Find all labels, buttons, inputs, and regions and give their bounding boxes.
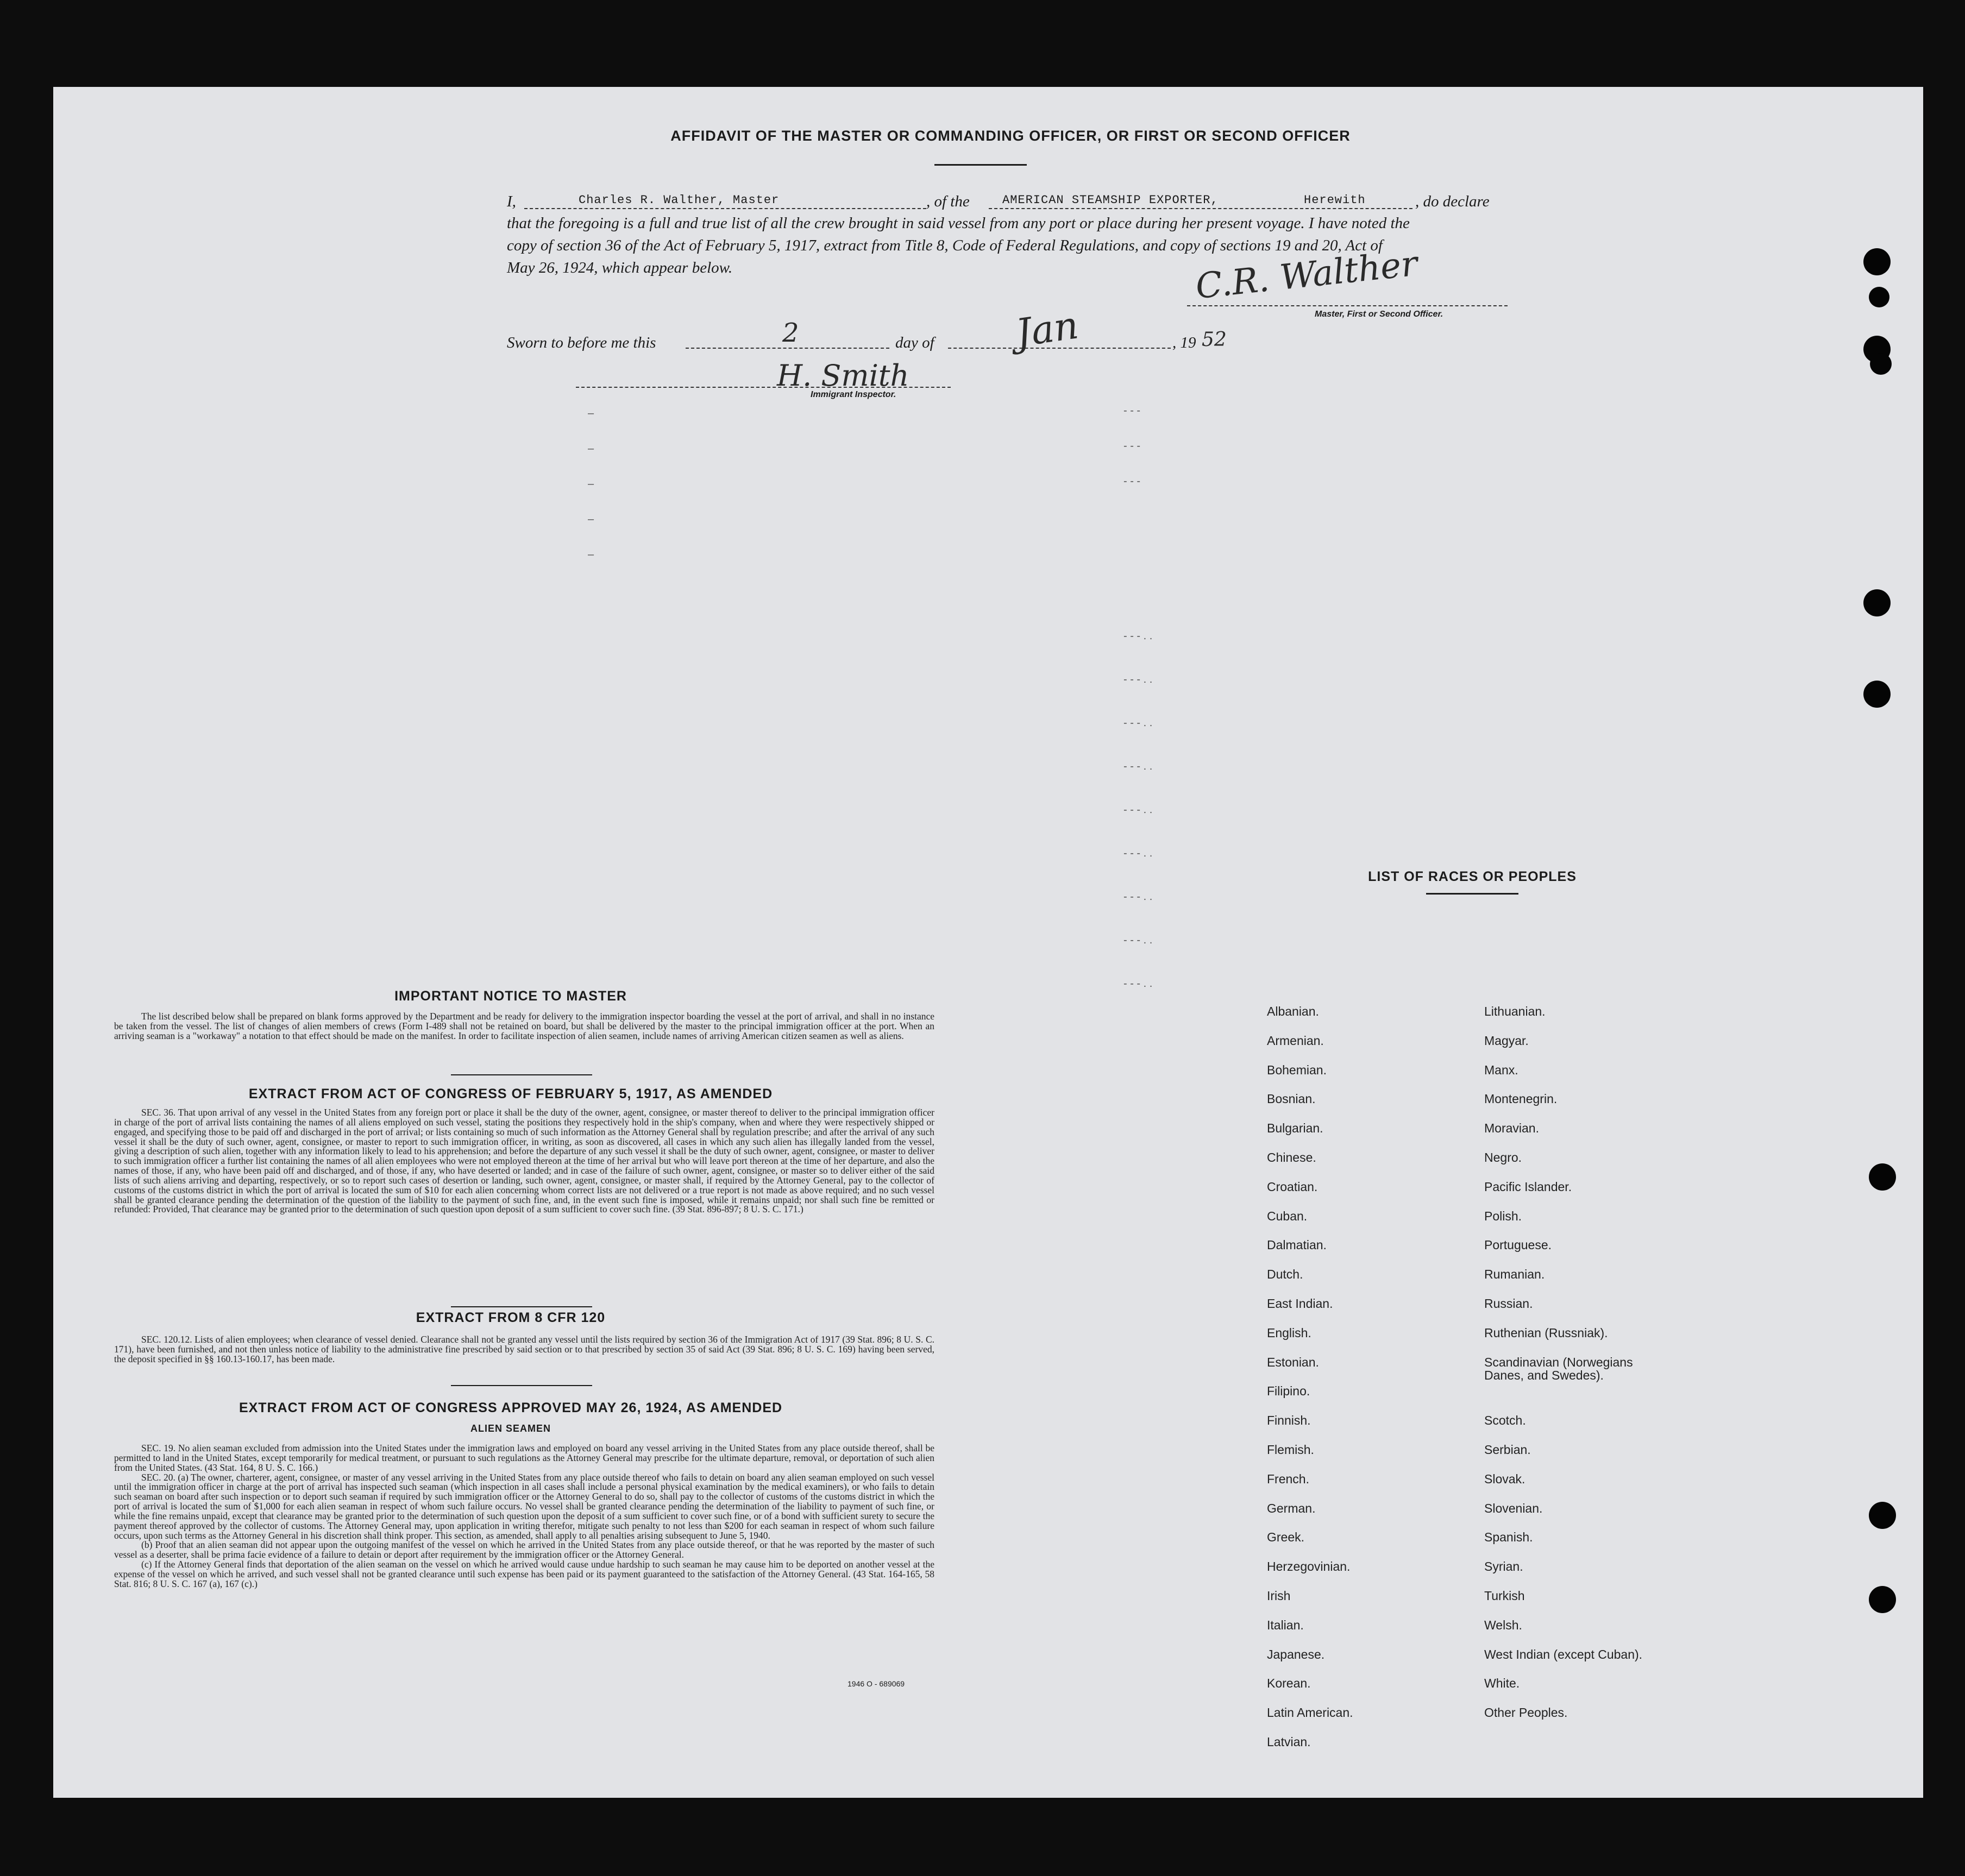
herewith-text: Herewith bbox=[1304, 193, 1366, 207]
sec20a-paragraph: SEC. 20. (a) The owner, charterer, agent, consignee, or master of any vessel arriving in the United States from any place outside thereof who fails to detain on board any alien seaman employed on such vessel until the immigration officer in charge at the port of arrival has inspected such seaman (which inspection in all cases shall include a personal physical examination by the medical examiners), or who fails to detain such seaman on board after such inspection or to deport such seaman if required by such immigration officer or the Attorney General to do so, shall pay to the collector of customs of the customs district in which the port of arrival is located the sum of $1,000 for each alien seaman in respect of whom such failure occurs. No vessel shall be granted clearance pending the determination of the liability to payment of such fine, or while the fine remains unpaid, except that clearance may be granted prior to the determination of such question upon the deposit of a sum sufficient to cover such fine, or of a bond with sufficient surety to secure the payment thereof approved by the collector of customs. The Attorney General may, upon application in writing therefor, mitigate such penalty to not less than $200 for each seaman in respect of whom such failure occurs, upon such terms as the Attorney General in his discretion shall think proper. This section, as amended, shall apply to all penalties arising subsequent to June 5, 1940. bbox=[114, 1471, 934, 1541]
race-item: Pacific Islander. bbox=[1484, 1179, 1572, 1194]
print-code: 1946 O - 689069 bbox=[847, 1679, 905, 1688]
affidavit-declare: , do declare bbox=[1415, 193, 1490, 210]
race-item: White. bbox=[1484, 1676, 1520, 1691]
race-item: Albanian. bbox=[1267, 1004, 1319, 1018]
race-item: Manx. bbox=[1484, 1062, 1518, 1077]
race-item: Dutch. bbox=[1267, 1267, 1303, 1282]
faint-mark: - - - . . bbox=[1123, 847, 1153, 859]
race-item: Rumanian. bbox=[1484, 1267, 1545, 1282]
sec20c-paragraph: (c) If the Attorney General finds that deportation of the alien seaman on the vessel on which he arrived would cause undue hardship to such seaman he may cause him to be deported on another vessel at the expense of the vessel on which he arrived, and such vessel shall not be granted clearance until such expense has been paid or its payment guaranteed to the satisfaction of the Attorney General. (43 Stat. 164-165, 58 Stat. 816; 8 U. S. C. 167 (a), 167 (c).) bbox=[114, 1559, 934, 1589]
sworn-month: Jan bbox=[1013, 303, 1082, 356]
affidavit-line4: May 26, 1924, which appear below. bbox=[507, 259, 733, 276]
act1917-title: EXTRACT FROM ACT OF CONGRESS OF FEBRUARY 5, 1917, AS AMENDED bbox=[248, 1086, 773, 1101]
master-name-line bbox=[524, 208, 926, 209]
race-item: English. bbox=[1267, 1325, 1311, 1340]
act1924-subtitle: ALIEN SEAMEN bbox=[470, 1423, 551, 1434]
race-item: Filipino. bbox=[1267, 1384, 1310, 1399]
race-item: Finnish. bbox=[1267, 1413, 1311, 1428]
vessel-name: AMERICAN STEAMSHIP EXPORTER, bbox=[1002, 193, 1219, 207]
inspector-signature: H. Smith bbox=[777, 358, 909, 393]
binder-hole bbox=[1863, 681, 1891, 708]
race-item: Dalmatian. bbox=[1267, 1238, 1327, 1252]
race-item: West Indian (except Cuban). bbox=[1484, 1647, 1643, 1661]
binder-hole bbox=[1870, 353, 1892, 375]
act1924-title: EXTRACT FROM ACT OF CONGRESS APPROVED MAY 26, 1924, AS AMENDED bbox=[238, 1400, 783, 1415]
race-item: Syrian. bbox=[1484, 1559, 1523, 1574]
race-item: Italian. bbox=[1267, 1617, 1304, 1632]
section-rule bbox=[451, 1385, 592, 1386]
vessel-line bbox=[989, 208, 1412, 209]
race-item: Serbian. bbox=[1484, 1443, 1531, 1457]
inspector-line bbox=[576, 387, 951, 388]
affidavit-of-the: , of the bbox=[926, 193, 970, 210]
race-item: Chinese. bbox=[1267, 1150, 1316, 1164]
faint-mark: - - - . . bbox=[1123, 760, 1153, 772]
binder-hole bbox=[1863, 248, 1891, 275]
race-item: Scotch. bbox=[1484, 1413, 1526, 1428]
race-item: Scandinavian (Norwegians Danes, and Swedes). bbox=[1484, 1355, 1633, 1382]
race-item: Russian. bbox=[1484, 1296, 1533, 1311]
sec19-paragraph: SEC. 19. No alien seaman excluded from admission into the United States under the immigration laws and employed on board any vessel arriving in the United States from any place outside thereof, shall be permitted to land in the United States, except temporarily for medical treatment, or pursuant to such regulations as the Attorney General may prescribe for the ultimate departure, removal, or deportation of such alien from the United States. (43 Stat. 164, 8 U. S. C. 166.) bbox=[114, 1443, 934, 1473]
cfr-paragraph: SEC. 120.12. Lists of alien employees; when clearance of vessel denied. Clearance shall not be granted any vessel until the lists required by section 36 of the Immigration Act of 1917 (39 Stat. 896; 8 U. S. C. 171), have been furnished, and not then unless notice of liability to the administrative fine prescribed by said section or to that prescribed by section 35 of said Act (39 Stat. 896; 8 U. S. C. 169) having been served, the deposit specified in §§ 160.13-160.17, has been made. bbox=[114, 1334, 934, 1364]
race-item: Slovak. bbox=[1484, 1471, 1525, 1486]
races-title: LIST OF RACES OR PEOPLES bbox=[1368, 869, 1577, 884]
race-item: Bosnian. bbox=[1267, 1092, 1316, 1106]
race-item: Polish. bbox=[1484, 1208, 1522, 1223]
race-item: French. bbox=[1267, 1471, 1309, 1486]
race-item: Bulgarian. bbox=[1267, 1121, 1323, 1136]
race-item: Armenian. bbox=[1267, 1033, 1324, 1048]
section-rule bbox=[451, 1074, 592, 1075]
title-rule bbox=[934, 164, 1027, 166]
notice-title: IMPORTANT NOTICE TO MASTER bbox=[394, 989, 627, 1004]
race-item: Irish bbox=[1267, 1589, 1291, 1603]
faint-mark: – bbox=[588, 407, 594, 419]
day-of-text: day of bbox=[895, 334, 934, 351]
act1917-text bbox=[114, 1108, 934, 1214]
section-rule bbox=[451, 1306, 592, 1307]
race-item: Moravian. bbox=[1484, 1121, 1539, 1136]
faint-mark: - - - . . bbox=[1123, 891, 1153, 903]
signature-line bbox=[1187, 305, 1508, 306]
faint-mark: – bbox=[588, 513, 594, 525]
race-item: Latvian. bbox=[1267, 1735, 1311, 1749]
race-item: Herzegovinian. bbox=[1267, 1559, 1351, 1574]
cfr-text bbox=[114, 1335, 934, 1364]
race-item: Spanish. bbox=[1484, 1530, 1533, 1545]
faint-mark: - - - . . bbox=[1123, 804, 1153, 816]
faint-mark: – bbox=[588, 549, 594, 561]
races-rule bbox=[1426, 893, 1518, 895]
race-item: Magyar. bbox=[1484, 1033, 1529, 1048]
inspector-caption: Immigrant Inspector. bbox=[811, 390, 896, 399]
act1917-paragraph: SEC. 36. That upon arrival of any vessel in the United States from any foreign port or place it shall be the duty of the owner, agent, consignee, or master thereof to deliver to the principal immigration officer in charge of the port of arrival lists containing the names of all aliens employed on such vessel, stating the positions they respectively hold in the ship's company, when and where they were respectively shipped or engaged, and specifying those to be paid off and discharged in the port of arrival; or lists containing so much of such information as the Attorney General shall by regulation prescribe; and after the arrival of any such vessel it shall be the duty of such owner, agent, consignee, or master to report to such immigration officer, in writing, as soon as discovered, all cases in which any such alien has illegally landed from the vessel, giving a description of such alien, together with any information likely to lead to his apprehension; and before the departure of any such vessel it shall be the duty of such owner, agent, consignee, or master to deliver to such immigration officer a further list containing the names of all alien employees who were not employed thereon at the time of her arrival but who will leave port thereon at the time of her departure, and also the names of those, if any, who have been paid off and discharged, and of those, if any, who have deserted or landed; and in case of the failure of such owner, agent, consignee, or master so to deliver either of the said lists of such aliens arriving and departing, respectively, or so to report such cases of desertion or landing, such owner, agent, consignee, or master shall, if required by the Attorney General, pay to the collector of customs of the customs district in which the port of arrival is located the sum of $10 for each alien concerning whom correct lists are not delivered or a true report is not made as above required; and no such vessel shall be granted clearance pending the determination of the question of the liability to the payment of such fine, and, in the event such fine is imposed, while it remains unpaid; nor shall such fine be remitted or refunded: Provided, That clearance may be granted prior to the determination of such question upon deposit of a sum sufficient to cover such fine. (39 Stat. 896-897; 8 U. S. C. 171.) bbox=[114, 1107, 934, 1215]
race-item: East Indian. bbox=[1267, 1296, 1333, 1311]
race-item: Flemish. bbox=[1267, 1443, 1314, 1457]
sec20b-paragraph: (b) Proof that an alien seaman did not appear upon the outgoing manifest of the vessel on which he arrived in the United States from any place outside thereof, or that he was reported by the master of such vessel as a deserter, shall be prima facie evidence of a failure to detain or deport after requirement by the immigration officer or the Attorney General. bbox=[114, 1539, 934, 1560]
binder-hole bbox=[1869, 1163, 1896, 1191]
act1924-text bbox=[114, 1444, 934, 1589]
affidavit-line3: copy of section 36 of the Act of February 5, 1917, extract from Title 8, Code of Federal Regulations, and copy of sections 19 and 20, Act of bbox=[507, 237, 1383, 254]
faint-mark: - - - . . bbox=[1123, 630, 1153, 642]
affidavit-line2: that the foregoing is a full and true list of all the crew brought in said vessel from any port or place during her present voyage. I have noted the bbox=[507, 215, 1410, 232]
faint-mark: – bbox=[588, 478, 594, 490]
race-item: Portuguese. bbox=[1484, 1238, 1552, 1252]
race-item: Greek. bbox=[1267, 1530, 1305, 1545]
race-item: Turkish bbox=[1484, 1589, 1525, 1603]
faint-mark: - - - . . bbox=[1123, 978, 1153, 990]
signature-caption: Master, First or Second Officer. bbox=[1315, 310, 1443, 319]
sworn-day: 2 bbox=[782, 318, 799, 348]
race-item: Ruthenian (Russniak). bbox=[1484, 1325, 1608, 1340]
binder-hole bbox=[1863, 589, 1891, 616]
affidavit-title: AFFIDAVIT OF THE MASTER OR COMMANDING OFFICER, OR FIRST OR SECOND OFFICER bbox=[670, 128, 1351, 144]
race-item: Other Peoples. bbox=[1484, 1705, 1568, 1720]
faint-mark: - - - . . bbox=[1123, 717, 1153, 729]
binder-hole bbox=[1869, 1502, 1896, 1529]
race-item: Estonian. bbox=[1267, 1355, 1319, 1369]
faint-mark: - - - bbox=[1123, 440, 1141, 452]
race-item: German. bbox=[1267, 1501, 1316, 1515]
race-item: Slovenian. bbox=[1484, 1501, 1543, 1515]
master-name: Charles R. Walther, Master bbox=[579, 193, 780, 207]
affidavit-prefix: I, bbox=[507, 193, 516, 210]
year-prefix: , 19 bbox=[1172, 334, 1196, 351]
race-item: Korean. bbox=[1267, 1676, 1311, 1691]
binder-hole bbox=[1869, 1586, 1896, 1613]
year-suffix: 52 bbox=[1202, 329, 1227, 351]
master-signature: C.R. Walther bbox=[1194, 243, 1420, 307]
notice-text bbox=[114, 1012, 934, 1041]
race-item: Japanese. bbox=[1267, 1647, 1325, 1661]
race-item: Montenegrin. bbox=[1484, 1092, 1558, 1106]
race-item: Cuban. bbox=[1267, 1208, 1308, 1223]
race-item: Lithuanian. bbox=[1484, 1004, 1546, 1018]
race-item: Croatian. bbox=[1267, 1179, 1318, 1194]
faint-mark: – bbox=[588, 443, 594, 455]
binder-hole bbox=[1869, 287, 1889, 307]
race-item: Negro. bbox=[1484, 1150, 1522, 1164]
race-item: Bohemian. bbox=[1267, 1062, 1327, 1077]
cfr-title: EXTRACT FROM 8 CFR 120 bbox=[416, 1310, 606, 1325]
faint-mark: - - - bbox=[1123, 475, 1141, 487]
faint-mark: - - - . . bbox=[1123, 673, 1153, 685]
race-item: Latin American. bbox=[1267, 1705, 1353, 1720]
race-item: Welsh. bbox=[1484, 1617, 1522, 1632]
notice-paragraph: The list described below shall be prepared on blank forms approved by the Department and be ready for delivery to the immigration inspector boarding the vessel at the port of arrival, and shall in no instance be taken from the vessel. The list of changes of alien members of crews (Form I-489 shall not be retained on board, but shall be delivered by the master to the principal immigration officer at the port. When an arriving seaman is a "workaway" a notation to that effect should be made on the manifest. In order to facilitate inspection of alien seamen, include names of arriving American citizen seamen as well as aliens. bbox=[114, 1011, 934, 1041]
faint-mark: - - - bbox=[1123, 405, 1141, 417]
sworn-prefix: Sworn to before me this bbox=[507, 334, 656, 351]
faint-mark: - - - . . bbox=[1123, 934, 1153, 946]
